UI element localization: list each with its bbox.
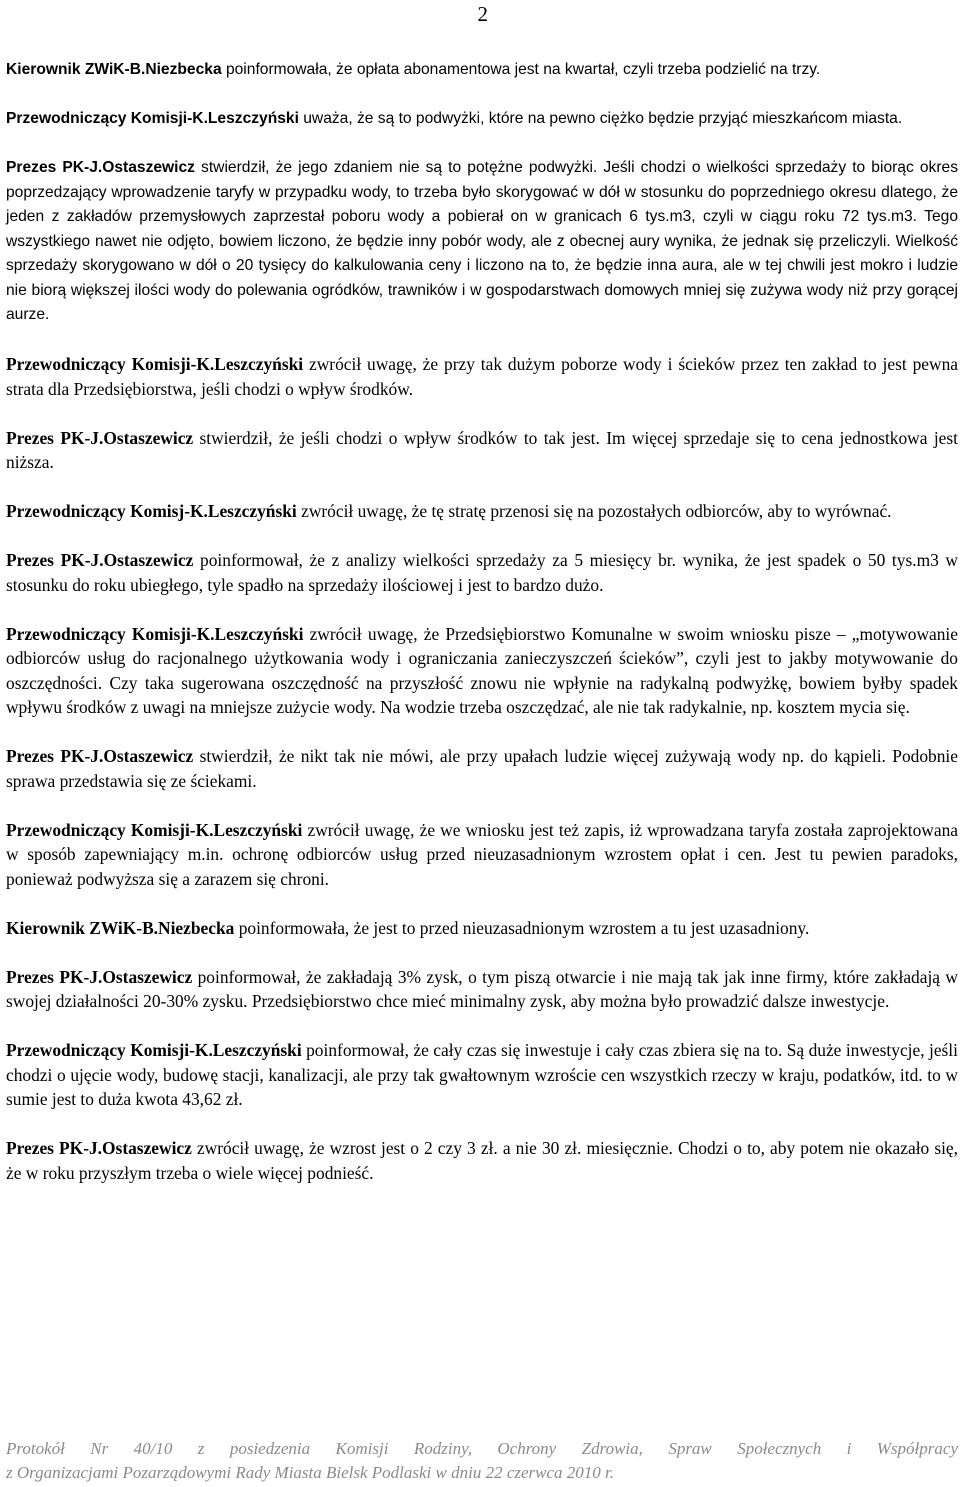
- statement-text: poinformowała, że opłata abonamentowa jest na kwartał, czyli trzeba podzielić na trzy.: [221, 61, 821, 78]
- speaker-name: Przewodniczący Komisj-K.Leszczyński: [6, 501, 297, 521]
- statement-paragraph: [6, 818, 958, 892]
- speaker-name: Prezes PK-J.Ostaszewicz: [6, 966, 193, 987]
- speaker-name: Kierownik ZWiK-B.Niezbecka: [6, 61, 222, 78]
- statement-text: uważa, że są to podwyżki, które na pewno ciężko będzie przyjąć mieszkańcom miasta.: [298, 110, 903, 127]
- statement-text: zwrócił uwagę, że przy tak dużym poborze wody i ścieków przez ten zakład to jest pewna strata dla Przedsiębiorstwa, jeśli chodzi o wpływ środków.: [6, 354, 958, 399]
- speaker-name: Prezes PK-J.Ostaszewicz: [6, 159, 195, 176]
- speaker-name: Prezes PK-J.Ostaszewicz: [6, 427, 194, 448]
- statement-paragraph: [6, 1038, 958, 1112]
- speaker-name: Prezes PK-J.Ostaszewicz: [6, 746, 194, 766]
- statement-text: stwierdził, że jeśli chodzi o wpływ środków to tak jest. Im więcej sprzedaje się to cena jednostkowa jest niższa.: [6, 427, 958, 472]
- page-number: 2: [477, 2, 488, 26]
- statement-paragraph: [6, 1136, 958, 1185]
- document-footer: [6, 1437, 958, 1485]
- speaker-name: Przewodniczący Komisji-K.Leszczyński: [6, 819, 303, 840]
- statement-paragraph: [6, 352, 958, 401]
- speaker-name: Prezes PK-J.Ostaszewicz: [6, 1138, 192, 1158]
- speaker-name: Kierownik ZWiK-B.Niezbecka: [6, 917, 235, 938]
- statement-paragraph: [6, 916, 958, 941]
- statement-text: poinformował, że zakładają 3% zysk, o tym piszą otwarcie i nie mają tak jak inne firmy, które zakładają w swojej działalności 20-30% zysku. Przedsiębiorstwo chce mieć minimalny zysk, aby można było prowadzić dalsze inwestycje.: [6, 966, 958, 1011]
- statement-text: zwrócił uwagę, że Przedsiębiorstwo Komunalne w swoim wniosku pisze – „motywowanie odbiorców usług do racjonalnego użytkowania wody i ograniczania zanieczyszczeń ścieków”, czyli jest to jakby motywowanie do oszczędności. Czy taka sugerowana oszczędność na przyszłość znowu nie wpłynie na radykalną podwyżkę, bowiem byłby spadek wpływu środków z uwagi na mniejsze zużycie wody. Na wodzie trzeba oszczędzać, ale nie tak radykalnie, np. kosztem mycia się.: [6, 623, 958, 717]
- speaker-name: Przewodniczący Komisji-K.Leszczyński: [6, 623, 304, 644]
- statement-text: zwrócił uwagę, że we wniosku jest też zapis, iż wprowadzana taryfa została zaprojektowana w sposób zapewniający m.in. ochronę odbiorców usług przed nieuzasadnionym wzrostem opłat i cen. Jest tu pewien paradoks, ponieważ podwyższa się a zarazem się chroni.: [6, 819, 958, 889]
- speaker-name: Przewodniczący Komisji-K.Leszczyński: [6, 354, 304, 374]
- speaker-name: Przewodniczący Komisji-K.Leszczyński: [6, 110, 299, 127]
- statement-text: poinformował, że z analizy wielkości sprzedaży za 5 miesięcy br. wynika, że jest spadek o 50 tys.m3 w stosunku do roku ubiegłego, tyle spadło na sprzedaży ilościowej i jest to bardzo dużo.: [6, 550, 958, 595]
- statement-paragraph: [6, 156, 958, 328]
- speaker-name: Prezes PK-J.Ostaszewicz: [6, 550, 194, 570]
- statement-paragraph: [6, 965, 958, 1014]
- statement-text: stwierdził, że nikt tak nie mówi, ale przy upałach ludzie więcej zużywają wody np. do kąpieli. Podobnie sprawa przedstawia się ze ściekami.: [6, 746, 958, 791]
- statement-text: stwierdził, że jego zdaniem nie są to potężne podwyżki. Jeśli chodzi o wielkości sprzedaży to biorąc okres poprzedzający wprowadzenie taryfy w przypadku wody, to trzeba było skorygować w dół w stosunku do poprzedniego okresu dlatego, że jeden z zakładów przemysłowych zaprzestał poboru wody a pobierał on w granicach 6 tys.m3, czyli w ciągu roku 72 tys.m3. Tego wszystkiego nawet nie odjęto, bowiem liczono, że będzie inny pobór wody, ale z obecnej aury wynika, że jednak się przeliczyli. Wielkość sprzedaży skorygowano w dół o 20 tysięcy do kalkulowania ceny i liczono na to, że będzie inna aura, ale w tej chwili jest mokro i ludzie nie biorą większej ilości wody do polewania ogródków, trawników i w gospodarstwach domowych mniej się zużywa wody niż przy gorącej aurze.: [6, 159, 958, 323]
- speaker-name: Przewodniczący Komisji-K.Leszczyński: [6, 1040, 302, 1060]
- statement-paragraph: [6, 499, 958, 524]
- statement-paragraph: [6, 58, 958, 83]
- footer-line-1: Protokół Nr 40/10 z posiedzenia Komisji Rodziny, Ochrony Zdrowia, Spraw Społecznych i Współpracy: [6, 1439, 958, 1458]
- footer-line-2: z Organizacjami Pozarządowymi Rady Miasta Bielsk Podlaski w dniu 22 czerwca 2010 r.: [6, 1463, 615, 1482]
- statement-text: poinformowała, że jest to przed nieuzasadnionym wzrostem a tu jest uzasadniony.: [234, 917, 810, 938]
- statement-paragraph: [6, 107, 958, 132]
- statement-text: zwrócił uwagę, że tę stratę przenosi się na pozostałych odbiorców, aby to wyrównać.: [296, 501, 892, 521]
- statement-paragraph: [6, 622, 958, 720]
- minutes-body: [6, 58, 958, 1210]
- statement-text: zwrócił uwagę, że wzrost jest o 2 czy 3 zł. a nie 30 zł. miesięcznie. Chodzi o to, aby potem nie okazało się, że w roku przyszłym trzeba o wiele więcej podnieść.: [6, 1138, 958, 1183]
- statement-paragraph: [6, 548, 958, 597]
- statement-paragraph: [6, 426, 958, 475]
- statement-paragraph: [6, 744, 958, 793]
- statement-text: poinformował, że cały czas się inwestuje i cały czas zbiera się na to. Są duże inwestycje, jeśli chodzi o ujęcie wody, budowę stacji, kanalizacji, ale przy tak gwałtownym wzroście cen wszystkich rzeczy w kraju, podatków, itd. to w sumie jest to duża kwota 43,62 zł.: [6, 1040, 958, 1109]
